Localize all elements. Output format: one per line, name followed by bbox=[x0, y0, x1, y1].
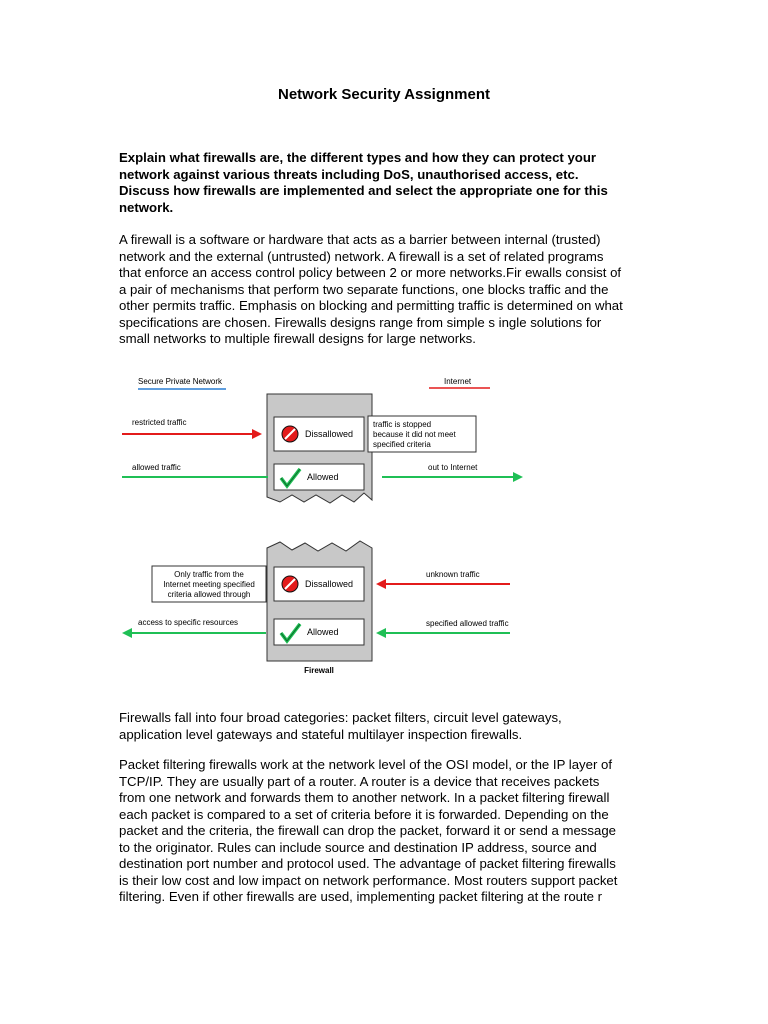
paragraph-line: small networks to multiple firewall designs for large networks. bbox=[119, 331, 476, 346]
firewall-diagram bbox=[110, 365, 540, 680]
stopped-note-line: specified criteria bbox=[373, 440, 431, 449]
question-line: network against various threats including DoS, unauthorised access, etc. bbox=[119, 166, 579, 182]
internet-label: Internet bbox=[444, 377, 472, 386]
unknown-traffic-label: unknown traffic bbox=[426, 570, 480, 579]
paragraph-packet-filtering bbox=[119, 757, 664, 906]
paragraph-line: Firewalls fall into four broad categories: packet filters, circuit level gateways, bbox=[119, 710, 562, 725]
specified-arrowhead bbox=[376, 628, 386, 638]
paragraph-line: a pair of mechanisms that perform two separate functions, one blocks traffic and the bbox=[119, 281, 609, 297]
unknown-arrowhead bbox=[376, 579, 386, 589]
paragraph-line: from one network and forwards them to another network. In a packet filtering firewall bbox=[119, 790, 610, 805]
paragraph-line: that enforce an access control policy between 2 or more networks.Fir ewalls consist of bbox=[119, 265, 622, 280]
stop-icon bbox=[282, 576, 298, 592]
out-to-internet-label: out to Internet bbox=[428, 463, 478, 472]
paragraph-line: specifications are chosen. Firewalls designs range from simple s ingle solutions for bbox=[119, 314, 602, 330]
out-arrowhead bbox=[513, 472, 523, 482]
page-title: Network Security Assignment bbox=[278, 86, 490, 103]
paragraph-line: to the originator. Rules can include source and destination IP address, source and bbox=[119, 839, 597, 855]
paragraph-line: packet and the criteria, the firewall can drop the packet, forward it or send a message bbox=[119, 823, 616, 838]
restricted-arrowhead bbox=[252, 429, 262, 439]
paragraph-line: filtering. Even if other firewalls are used, implementing packet filtering at the route r bbox=[119, 889, 603, 904]
question-line: Discuss how firewalls are implemented and select the appropriate one for this bbox=[119, 183, 608, 198]
disallowed-label-top: Dissallowed bbox=[305, 429, 354, 439]
only-traffic-line: criteria allowed through bbox=[167, 590, 251, 599]
question-line: network. bbox=[119, 199, 174, 215]
secure-network-label: Secure Private Network bbox=[138, 377, 223, 386]
paragraph-line: application level gateways and stateful multilayer inspection firewalls. bbox=[119, 726, 523, 742]
paragraph-line: each packet is compared to a set of criteria before it is forwarded. Depending on the bbox=[119, 806, 609, 822]
access-specific-label: access to specific resources bbox=[138, 618, 239, 627]
stop-icon bbox=[282, 426, 298, 442]
paragraph-categories bbox=[119, 710, 664, 743]
allowed-traffic-label: allowed traffic bbox=[132, 463, 181, 472]
paragraph-line: TCP/IP. They are usually part of a router. A router is a device that receives packets bbox=[119, 773, 600, 789]
paragraph-line: is their low cost and low impact on network performance. Most routers support packet bbox=[119, 872, 618, 888]
paragraph-line: other permits traffic. Emphasis on blocking and permitting traffic is determined on what bbox=[119, 298, 623, 313]
paragraph-line: network and the external (untrusted) network. A firewall is a set of related programs bbox=[119, 248, 604, 264]
stopped-note-line: traffic is stopped bbox=[373, 420, 432, 429]
allowed-label-bottom: Allowed bbox=[307, 627, 339, 637]
specified-allowed-label: specified allowed traffic bbox=[426, 619, 509, 628]
only-traffic-line: Only traffic from the bbox=[174, 570, 244, 579]
firewall-caption: Firewall bbox=[304, 666, 334, 675]
paragraph-firewall-definition bbox=[119, 232, 664, 348]
question-line: Explain what firewalls are, the different types and how they can protect your bbox=[119, 150, 597, 165]
restricted-traffic-label: restricted traffic bbox=[132, 418, 187, 427]
paragraph-line: Packet filtering firewalls work at the network level of the OSI model, or the IP layer of bbox=[119, 757, 613, 772]
paragraph-line: A firewall is a software or hardware that acts as a barrier between internal (trusted) bbox=[119, 232, 601, 247]
paragraph-line: destination port number and protocol used. The advantage of packet filtering firewalls bbox=[119, 856, 616, 871]
stopped-note-line: because it did not meet bbox=[373, 430, 456, 439]
allowed-label-top: Allowed bbox=[307, 472, 339, 482]
access-arrowhead bbox=[122, 628, 132, 638]
only-traffic-line: Internet meeting specified bbox=[163, 580, 255, 589]
assignment-question bbox=[119, 150, 659, 216]
disallowed-label-bottom: Dissallowed bbox=[305, 579, 354, 589]
